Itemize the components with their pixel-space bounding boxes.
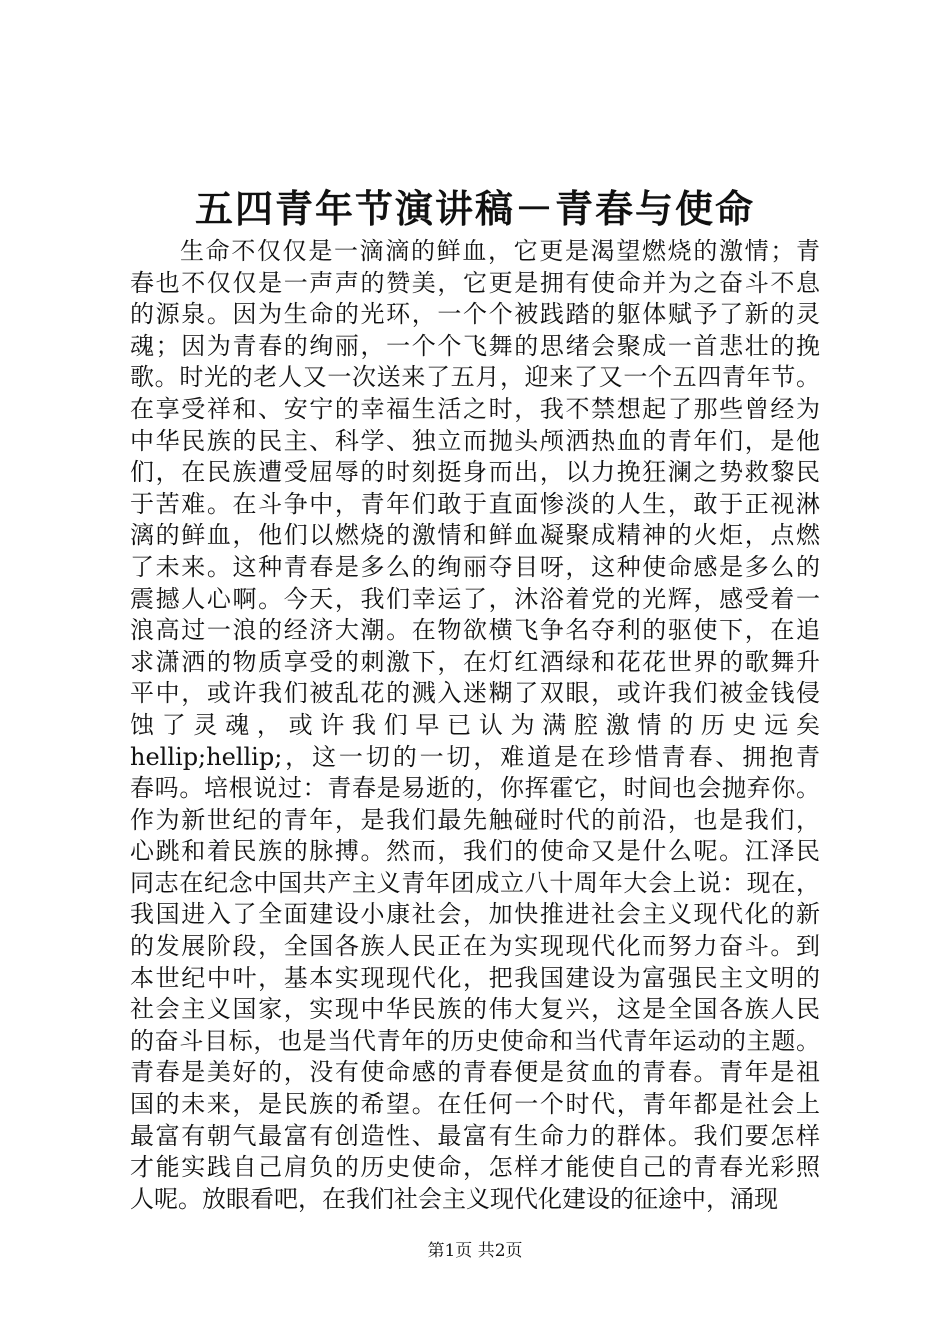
body-line: 蚀 了 灵 魂 ， 或 许 我 们 早 已 认 为 满 腔 激 情 的 历 史 远 矣 xyxy=(130,710,820,739)
body-line: 在享受祥和、安宁的幸福生活之时，我不禁想起了那些曾经为 xyxy=(130,394,820,423)
body-line: 的发展阶段，全国各族人民正在为实现现代化而努力奋斗。到 xyxy=(130,932,820,961)
body-line: 中华民族的民主、科学、独立而抛头颅洒热血的青年们，是他 xyxy=(130,426,820,455)
body-line: 的源泉。因为生命的光环，一个个被践踏的躯体赋予了新的灵 xyxy=(130,300,820,329)
body-line: 们，在民族遭受屈辱的时刻挺身而出，以力挽狂澜之势救黎民 xyxy=(130,458,820,487)
body-line: 求潇洒的物质享受的刺激下，在灯红酒绿和花花世界的歌舞升 xyxy=(130,647,820,676)
body-line: 春吗。培根说过：青春是易逝的，你挥霍它，时间也会抛弃你。 xyxy=(130,774,820,803)
body-line: 我国进入了全面建设小康社会，加快推进社会主义现代化的新 xyxy=(130,900,820,929)
document-body xyxy=(130,236,820,1215)
document-title: 五四青年节演讲稿－青春与使命 xyxy=(194,186,755,231)
body-line: 浪高过一浪的经济大潮。在物欲横飞争名夺利的驱使下，在追 xyxy=(130,616,820,645)
body-line: 魂；因为青春的绚丽，一个个飞舞的思绪会聚成一首悲壮的挽 xyxy=(130,331,820,360)
page-number-footer: 第1页 共2页 xyxy=(427,1241,523,1261)
body-line: 的奋斗目标，也是当代青年的历史使命和当代青年运动的主题。 xyxy=(130,1026,820,1055)
body-line: 生命不仅仅是一滴滴的鲜血，它更是渴望燃烧的激情；青 xyxy=(180,237,820,265)
body-line: 最富有朝气最富有创造性、最富有生命力的群体。我们要怎样 xyxy=(130,1121,820,1150)
body-line: 作为新世纪的青年，是我们最先触碰时代的前沿，也是我们， xyxy=(130,805,820,834)
body-line: 震撼人心啊。今天，我们幸运了，沐浴着党的光辉，感受着一 xyxy=(130,584,820,613)
body-line: 春也不仅仅是一声声的赞美，它更是拥有使命并为之奋斗不息 xyxy=(130,268,820,297)
body-line: 漓的鲜血，他们以燃烧的激情和鲜血凝聚成精神的火炬，点燃 xyxy=(130,521,820,550)
body-line: 青春是美好的，没有使命感的青春便是贫血的青春。青年是祖 xyxy=(130,1058,820,1087)
body-line: 人呢。放眼看吧，在我们社会主义现代化建设的征途中，涌现 xyxy=(130,1184,778,1213)
body-line: 平中，或许我们被乱花的溅入迷糊了双眼，或许我们被金钱侵 xyxy=(130,679,820,708)
body-line: 社会主义国家，实现中华民族的伟大复兴，这是全国各族人民 xyxy=(130,995,820,1024)
body-line: 才能实践自己肩负的历史使命，怎样才能使自己的青春光彩照 xyxy=(130,1153,820,1182)
body-line: 本世纪中叶，基本实现现代化，把我国建设为富强民主文明的 xyxy=(130,963,820,992)
body-line: hellip;hellip;，这一切的一切，难道是在珍惜青春、拥抱青 xyxy=(130,742,820,771)
body-line: 国的未来，是民族的希望。在任何一个时代，青年都是社会上 xyxy=(130,1090,820,1119)
body-line: 于苦难。在斗争中，青年们敢于直面惨淡的人生，敢于正视淋 xyxy=(130,489,820,518)
body-line: 同志在纪念中国共产主义青年团成立八十周年大会上说：现在， xyxy=(130,868,820,897)
body-line: 歌。时光的老人又一次送来了五月，迎来了又一个五四青年节。 xyxy=(130,363,820,392)
body-line: 心跳和着民族的脉搏。然而，我们的使命又是什么呢。江泽民 xyxy=(130,837,820,866)
body-line: 了未来。这种青春是多么的绚丽夺目呀，这种使命感是多么的 xyxy=(130,552,820,581)
